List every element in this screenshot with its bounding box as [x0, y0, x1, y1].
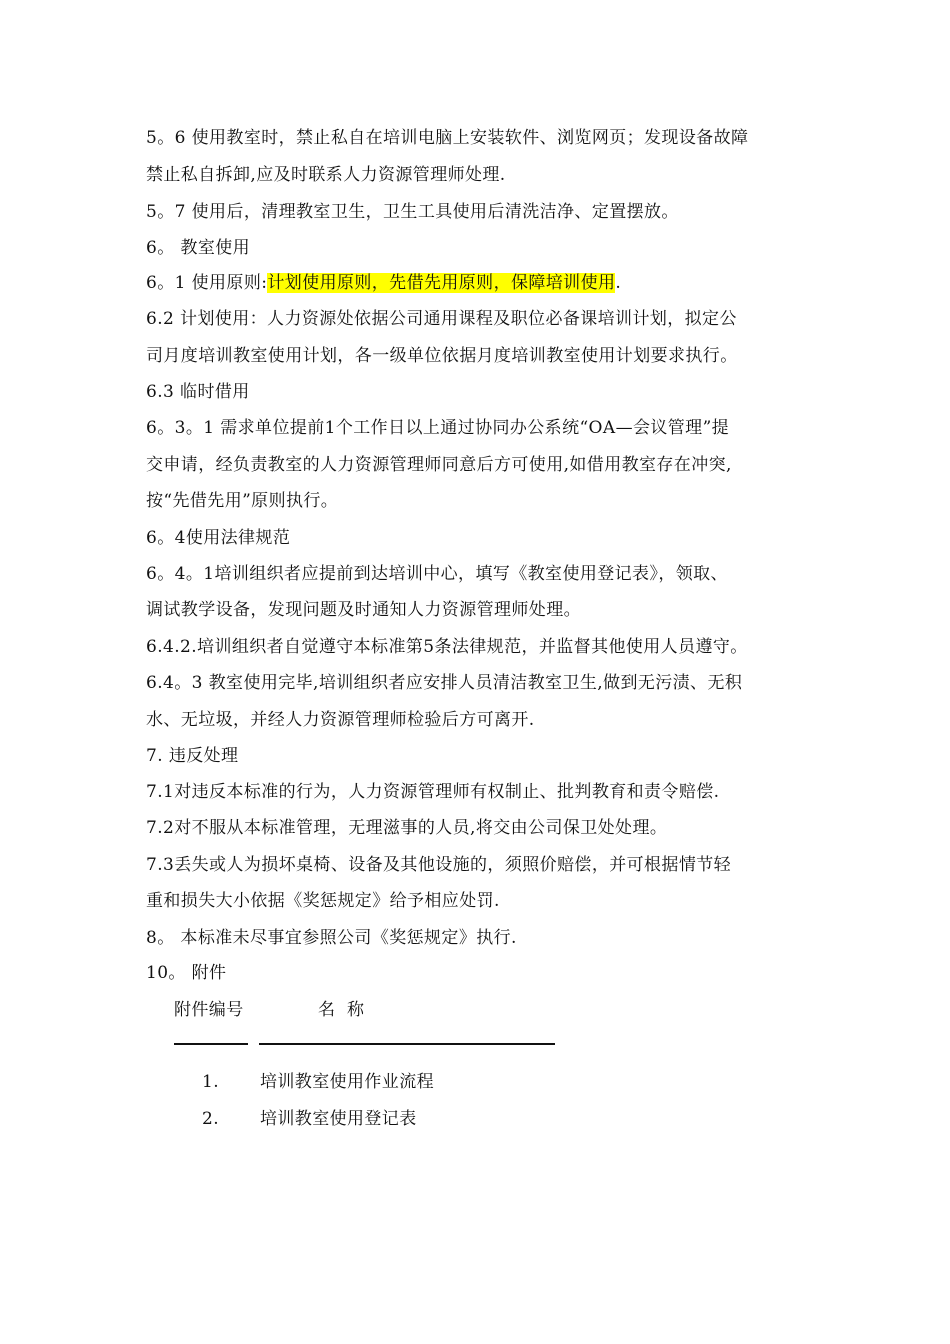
- line-6-4-3: 6.4。3 教室使用完毕,培训组织者应安排人员清洁教室卫生,做到无污渍、无积: [146, 673, 743, 693]
- heading-10: 10。 附件: [146, 963, 227, 983]
- attachment-2-number: 2.: [202, 1109, 220, 1129]
- line-6-4-2: 6.4.2.培训组织者自觉遵守本标准第5条法律规范，并监督其他使用人员遵守。: [146, 637, 748, 657]
- principle-prefix: 6。1 使用原则:: [146, 273, 268, 293]
- principle-highlight: 计划使用原则，先借先用原则，保障培训使用: [267, 273, 616, 293]
- line-5-6: 5。6 使用教室时，禁止私自在培训电脑上安装软件、浏览网页；发现设备故障: [146, 128, 749, 148]
- line-6-4-1-cont: 调试教学设备，发现问题及时通知人力资源管理师处理。: [146, 600, 581, 620]
- line-7-3: 7.3丢失或人为损坏桌椅、设备及其他设施的，须照价赔偿，并可根据情节轻: [146, 855, 732, 875]
- line-6-3-1-cont: 交申请，经负责教室的人力资源管理师同意后方可使用,如借用教室存在冲突,: [146, 455, 732, 475]
- line-5-6-cont: 禁止私自拆卸,应及时联系人力资源管理师处理.: [146, 165, 506, 185]
- line-8: 8。 本标准未尽事宜参照公司《奖惩规定》执行.: [146, 928, 517, 948]
- line-6-2: 6.2 计划使用：人力资源处依据公司通用课程及职位必备课培训计划，拟定公: [146, 309, 737, 329]
- attachment-2-name: 培训教室使用登记表: [260, 1109, 417, 1129]
- line-6-2-cont: 司月度培训教室使用计划，各一级单位依据月度培训教室使用计划要求执行。: [146, 346, 738, 366]
- attachment-number-rule: [174, 1043, 248, 1045]
- line-7-2: 7.2对不服从本标准管理，无理滋事的人员,将交由公司保卫处处理。: [146, 818, 668, 838]
- line-6-1: [146, 271, 836, 295]
- attachment-1-number: 1.: [202, 1072, 220, 1092]
- line-6-4-3-cont: 水、无垃圾，并经人力资源管理师检验后方可离开.: [146, 710, 535, 730]
- attachment-col-number: 附件编号: [174, 1000, 244, 1020]
- heading-7: 7. 违反处理: [146, 746, 239, 766]
- line-7-1: 7.1对违反本标准的行为，人力资源管理师有权制止、批判教育和责令赔偿.: [146, 782, 720, 802]
- line-7-3-cont: 重和损失大小依据《奖惩规定》给予相应处罚.: [146, 891, 500, 911]
- heading-6-4: 6。4使用法律规范: [146, 528, 291, 548]
- heading-6-3: 6.3 临时借用: [146, 382, 250, 402]
- attachment-name-rule: [259, 1043, 555, 1045]
- attachment-1-name: 培训教室使用作业流程: [260, 1072, 434, 1092]
- heading-6: 6。 教室使用: [146, 238, 251, 258]
- line-5-7: 5。7 使用后，清理教室卫生，卫生工具使用后清洗洁净、定置摆放。: [146, 202, 679, 222]
- line-6-3-1: 6。3。1 需求单位提前1个工作日以上通过协同办公系统“OA—会议管理”提: [146, 418, 730, 438]
- line-6-4-1: 6。4。1培训组织者应提前到达培训中心，填写《教室使用登记表》，领取、: [146, 564, 728, 584]
- principle-suffix: .: [615, 273, 622, 293]
- attachment-col-name: 名 称: [318, 1000, 365, 1020]
- line-6-3-1-end: 按“先借先用”原则执行。: [146, 491, 339, 511]
